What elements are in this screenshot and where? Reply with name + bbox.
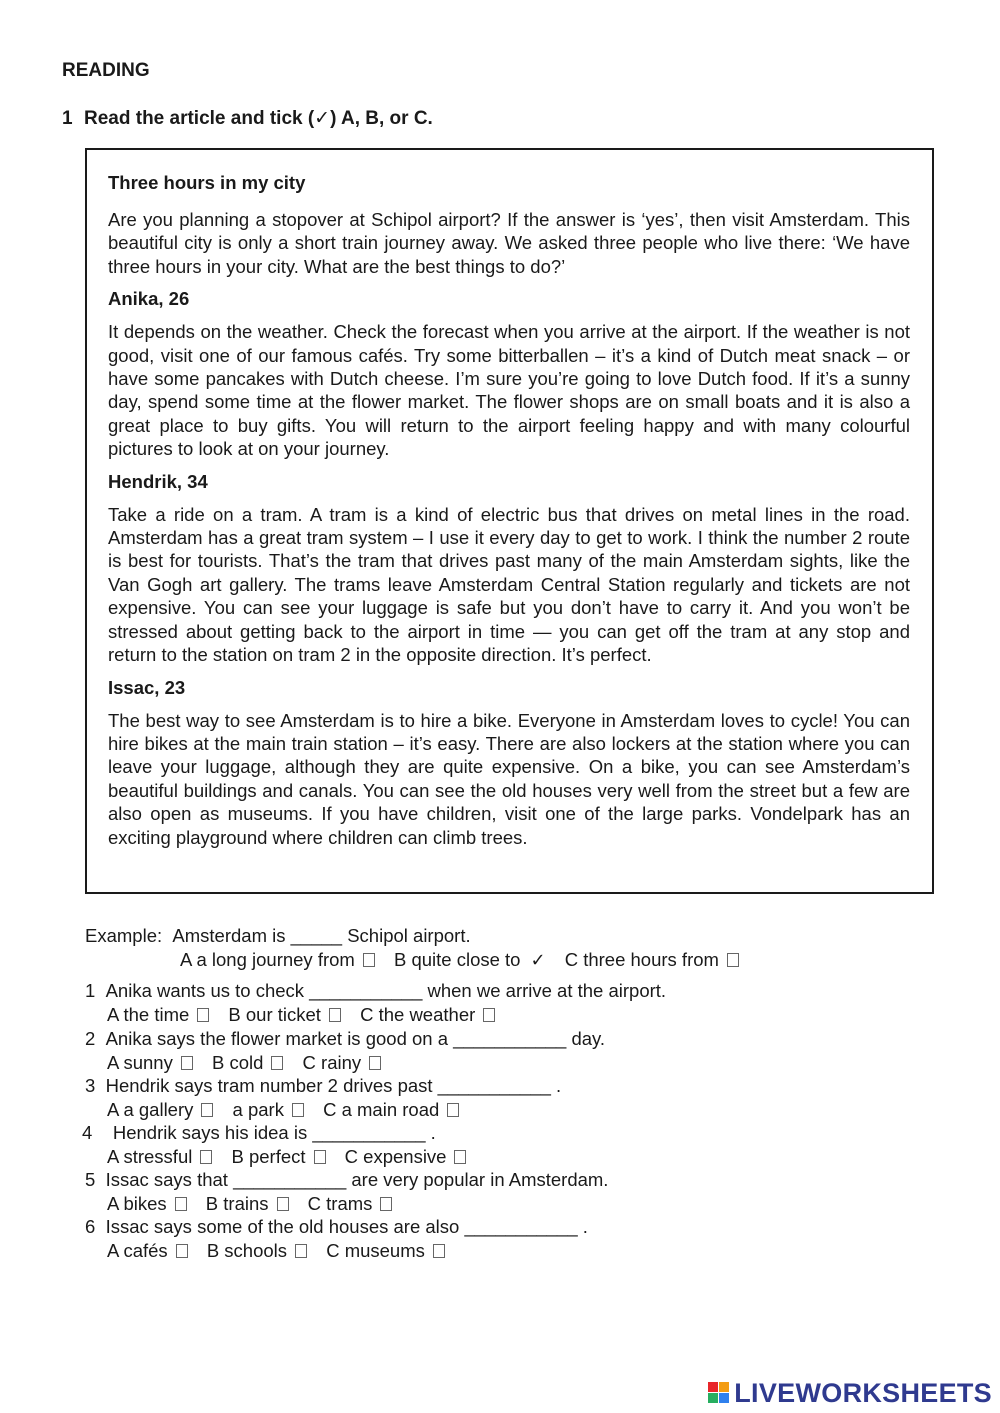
example-stem: Amsterdam is _____ Schipol airport. [172,925,471,946]
checkbox-icon[interactable] [727,953,739,967]
checkbox-icon[interactable] [197,1008,209,1022]
example-options [180,949,753,971]
question-stem: Issac says that ___________ are very popular in Amsterdam. [105,1169,609,1190]
question-3-options [107,1099,473,1121]
checkbox-icon[interactable] [181,1056,193,1070]
checkbox-icon[interactable] [483,1008,495,1022]
option-label: C a main road [323,1099,440,1120]
option-b [231,1146,325,1168]
checkbox-icon[interactable] [201,1103,213,1117]
question-stem: Anika says the flower market is good on a ___________ day. [105,1028,606,1049]
option-label: C trams [307,1193,373,1214]
option-label: B schools [206,1240,288,1261]
option-a [107,1240,188,1262]
option-c [326,1240,445,1262]
option-a [107,1052,193,1074]
option-label: A the time [107,1004,190,1025]
option-label: C the weather [360,1004,476,1025]
option-a [107,1193,187,1215]
question-5 [85,1169,608,1191]
option-label: a park [232,1099,284,1120]
option-label: B cold [211,1052,264,1073]
checkbox-icon[interactable] [176,1244,188,1258]
checkbox-icon[interactable] [295,1244,307,1258]
option-label: B our ticket [228,1004,321,1025]
question-stem: Hendrik says tram number 2 drives past ___________ . [105,1075,562,1096]
person-text-hendrik: Take a ride on a tram. A tram is a kind of electric bus that drives on metal lines in the road. Amsterdam has a great tram system – I use it every day to get to work. I think the number 2 route is best for tourists. That’s the tram that drives past many of the main Amsterdam sights, like the Van Gogh art gallery. The trams leave Amsterdam Central Station regularly and tickets are not expensive. You can see your luggage is safe but you don’t have to carry it. And you won’t be stressed about getting back to the airport in time — you can get off the tram at any stop and return to the station on tram 2 in the opposite direction. It’s perfect. [108,503,910,666]
person-name-hendrik: Hendrik, 34 [108,470,208,492]
checkbox-icon[interactable] [292,1103,304,1117]
question-number: 3 [85,1075,96,1096]
question-number: 1 [85,980,96,1001]
person-name-anika: Anika, 26 [108,288,190,310]
option-a [107,1004,209,1026]
option-c [303,1052,382,1074]
logo-text: LIVEWORKSHEETS [734,1377,992,1408]
question-4 [82,1122,436,1144]
example-option-c [565,949,739,971]
option-c [360,1004,495,1026]
instruction-text: Read the article and tick (✓) A, B, or C. [84,108,433,129]
question-5-options [107,1193,406,1215]
option-label: A bikes [107,1193,167,1214]
person-text-issac: The best way to see Amsterdam is to hire a bike. Everyone in Amsterdam loves to cycle! You can hire bikes at the main train station – it’s easy. There are also lockers at the station where you can leave your luggage, although they are quite expensive. On a bike, you can see Amsterdam’s beautiful buildings and canals. You can see the old houses very well from the street but a few are also open as museums. If you have children, visit one of the large parks. Vondelpark has an exciting playground where children can climb trees. [108,709,910,848]
option-b [212,1052,283,1074]
example-option-c-label: C three hours from [564,949,719,970]
question-number: 4 [82,1122,93,1143]
example-option-a-label: A a long journey from [180,949,355,970]
question-2 [85,1028,605,1050]
instruction [62,107,433,130]
tick-icon: ✓ [530,950,546,970]
checkbox-icon[interactable] [369,1056,381,1070]
option-label: C museums [326,1240,425,1261]
question-number: 5 [85,1169,96,1190]
option-label: B trains [205,1193,269,1214]
question-stem: Anika wants us to check ___________ when we arrive at the airport. [105,980,667,1001]
question-number: 2 [85,1028,96,1049]
checkbox-icon[interactable] [314,1150,326,1164]
option-a [107,1099,213,1121]
option-label: C expensive [344,1146,447,1167]
question-1 [85,980,666,1002]
example-stem-line [85,925,471,947]
option-c [308,1193,393,1215]
article-box [85,148,934,894]
example-option-b-label: B quite close to [393,949,521,970]
option-a [107,1146,212,1168]
liveworksheets-logo[interactable] [708,1376,992,1410]
question-3 [85,1075,561,1097]
article-intro: Are you planning a stopover at Schipol airport? If the answer is ‘yes’, then visit Amsterdam. This beautiful city is only a short train journey away. We asked three people who live there: ‘We have three hours in your city. What are the best things to do?’ [108,209,910,277]
question-2-options [107,1052,395,1074]
checkbox-icon[interactable] [175,1197,187,1211]
example-option-b [394,949,546,971]
question-4-options [107,1146,480,1168]
person-name-issac: Issac, 23 [108,676,186,698]
checkbox-icon[interactable] [454,1150,466,1164]
example-label: Example: [85,925,163,946]
checkbox-icon[interactable] [271,1056,283,1070]
question-6-options [107,1240,459,1262]
checkbox-icon[interactable] [380,1197,392,1211]
instruction-number: 1 [62,108,73,129]
question-stem: Hendrik says his idea is ___________ . [112,1122,436,1143]
liveworksheets-logo-icon [708,1382,730,1404]
option-label: A stressful [107,1146,193,1167]
option-label: A sunny [107,1052,173,1073]
option-label: A cafés [107,1240,168,1261]
person-text-anika: It depends on the weather. Check the forecast when you arrive at the airport. If the weather is not good, visit one of our famous cafés. Try some bitterballen – it’s a kind of Dutch meat snack – or have some pancakes with Dutch cheese. I’m sure you’re going to love Dutch food. If it’s a sunny day, spend some time at the flower market. The flower shops are on small boats and it is also a great place to buy gifts. You will return to the airport feeling happy and with many colourful pictures to look at on your journey. [108,321,910,460]
section-title: READING [62,60,150,81]
checkbox-icon[interactable] [277,1197,289,1211]
option-b [207,1240,307,1262]
question-stem: Issac says some of the old houses are also ___________ . [105,1216,588,1237]
question-number: 6 [85,1216,96,1237]
checkbox-icon[interactable] [433,1244,445,1258]
option-label: B perfect [231,1146,306,1167]
question-6 [85,1216,588,1238]
option-label: A a gallery [107,1099,194,1120]
article-title: Three hours in my city [108,172,306,193]
checkbox-icon[interactable] [447,1103,459,1117]
option-b [233,1099,304,1121]
checkbox-icon[interactable] [363,953,375,967]
option-b [206,1193,289,1215]
option-c [345,1146,467,1168]
example-option-a [180,949,375,971]
option-b [228,1004,341,1026]
option-c [323,1099,459,1121]
checkbox-icon[interactable] [329,1008,341,1022]
option-label: C rainy [302,1052,362,1073]
question-1-options [107,1004,509,1026]
checkbox-icon[interactable] [200,1150,212,1164]
